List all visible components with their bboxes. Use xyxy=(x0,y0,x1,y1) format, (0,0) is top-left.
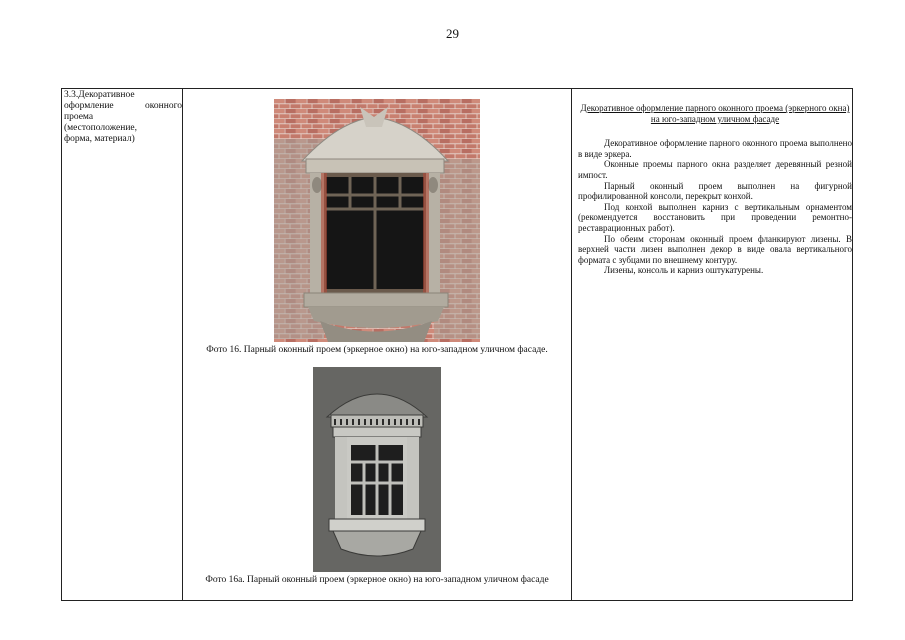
row-label-line: проема xyxy=(64,112,94,122)
row-label-line: (местоположение, xyxy=(64,123,137,133)
description-paragraph: По обеим сторонам оконный проем фланкируют лизены. В верхней части лизен выполнен декор в виде овала вертикального формата с зубцами по внешнему контуру. xyxy=(578,233,852,265)
description-paragraph: Лизены, консоль и карниз оштукатурены. xyxy=(604,265,764,276)
column-divider xyxy=(571,89,572,600)
page-number: 29 xyxy=(446,26,459,41)
row-label-line: 3.3.Декоративное xyxy=(64,90,135,100)
column-divider xyxy=(182,89,183,600)
photo-16a-caption: Фото 16а. Парный оконный проем (эркерное окно) на юго-западном уличном фасаде xyxy=(205,575,549,585)
description-paragraph: Под конхой выполнен карниз с вертикальным орнаментом (рекомендуется восстановить при проведении ремонтно-реставрационных работ). xyxy=(578,201,852,233)
description-paragraph: Декоративное оформление парного оконного проема выполнено в виде эркера. xyxy=(578,138,852,159)
row-label-line: форма, материал) xyxy=(64,134,135,144)
row-label-line: оформление оконного xyxy=(64,101,182,111)
description-heading: Декоративное оформление парного оконного проема (эркерного окна) на юго-западном уличном фасаде xyxy=(580,103,850,124)
description-text xyxy=(578,103,852,276)
row-label xyxy=(64,90,182,145)
photo-16-caption: Фото 16. Парный оконный проем (эркерное окно) на юго-западном уличном фасаде. xyxy=(206,345,548,355)
photo-16 xyxy=(274,99,480,342)
photo-16a xyxy=(313,367,441,572)
descriptor-table xyxy=(61,88,853,601)
description-paragraph: Парный оконный проем выполнен на фигурной профилированной консоли, перекрыт конхой. xyxy=(578,180,852,202)
description-paragraph: Оконные проемы парного окна разделяет деревянный резной импост. xyxy=(578,159,852,180)
